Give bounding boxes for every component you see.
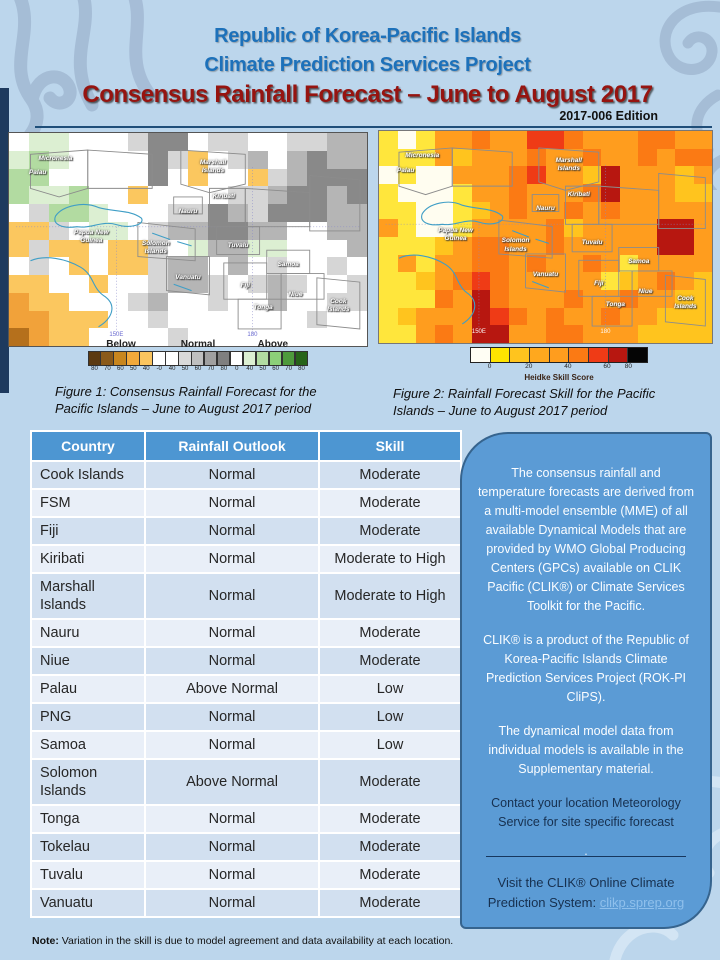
edition-label: 2017-006 Edition <box>559 109 658 123</box>
table-cell: Moderate <box>320 760 460 804</box>
legend-tick: 50 <box>129 366 137 372</box>
map-label: Fiji <box>594 279 604 287</box>
longitude-label: 180 <box>247 332 258 339</box>
map-label: Niue <box>638 288 653 296</box>
legend-swatch <box>204 351 217 366</box>
legend-swatch <box>628 348 647 362</box>
legend-swatch <box>510 348 530 362</box>
table-row <box>32 546 460 572</box>
longitude-label: 180 <box>600 329 611 336</box>
map-label: Vanuatu <box>532 271 559 279</box>
note-text: Variation in the skill is due to model agreement and data availability at each location. <box>58 935 454 947</box>
map-label: Papua New Guinea <box>438 226 473 242</box>
table-row <box>32 490 460 516</box>
table-cell: Cook Islands <box>32 462 144 488</box>
map-label: Fiji <box>240 282 250 290</box>
country-forecast-table <box>30 430 462 918</box>
table-cell: Samoa <box>32 732 144 758</box>
map-label: Palau <box>28 169 47 177</box>
table-cell: Normal <box>146 648 318 674</box>
table-cell: FSM <box>32 490 144 516</box>
figure-2-legend <box>470 347 648 382</box>
header-rule <box>35 126 712 128</box>
table-cell: Normal <box>146 834 318 860</box>
legend-swatch <box>589 348 609 362</box>
legend-swatch <box>126 351 139 366</box>
longitude-label: 150E <box>109 332 124 339</box>
table-cell: Moderate <box>320 890 460 916</box>
table-cell: Low <box>320 732 460 758</box>
clik-link[interactable]: clikp.sprep.org <box>599 895 685 910</box>
table-row <box>32 760 460 804</box>
legend-swatch <box>88 351 101 366</box>
table-cell: Moderate to High <box>320 574 460 618</box>
table-cell: Vanuatu <box>32 890 144 916</box>
legend-tick: 20 <box>525 363 533 370</box>
legend-swatch <box>491 348 511 362</box>
table-cell: Normal <box>146 546 318 572</box>
longitude-label: 150E <box>471 329 486 336</box>
table-note <box>32 935 453 947</box>
table-cell: Nauru <box>32 620 144 646</box>
figure-1-map-overlay <box>9 133 367 346</box>
map-label: Kiribati <box>212 192 235 200</box>
table-cell: Normal <box>146 462 318 488</box>
table-row <box>32 574 460 618</box>
legend-swatch <box>100 351 113 366</box>
table-cell: Normal <box>146 862 318 888</box>
info-paragraph: The dynamical model data from individual models is available in the Supplementary material. <box>488 724 684 776</box>
legend-tick: 40 <box>246 366 254 372</box>
legend-category-label: Above <box>257 339 289 350</box>
legend-swatch <box>217 351 230 366</box>
legend-swatch <box>609 348 629 362</box>
map-label: Tuvalu <box>227 241 249 249</box>
legend-tick: 0 <box>235 366 239 372</box>
figure-2-legend-title: Heidke Skill Score <box>524 373 594 382</box>
table-row <box>32 862 460 888</box>
table-cell: PNG <box>32 704 144 730</box>
legend-swatch <box>282 351 295 366</box>
figure-1-legend-categories <box>88 339 308 350</box>
legend-tick: 0 <box>487 363 492 370</box>
legend-swatch <box>230 351 243 366</box>
map-label: Solomon Islands <box>501 237 530 253</box>
map-label: Tonga <box>253 303 273 311</box>
map-label: Marshall Islands <box>199 158 227 175</box>
table-cell: Moderate <box>320 490 460 516</box>
table-cell: Normal <box>146 518 318 544</box>
table-header-rainfall-outlook: Rainfall Outlook <box>146 432 318 460</box>
table-cell: Moderate <box>320 806 460 832</box>
legend-tick: 80 <box>624 363 633 370</box>
legend-swatch <box>295 351 308 366</box>
legend-tick: 50 <box>259 366 267 372</box>
table-cell: Normal <box>146 806 318 832</box>
legend-tick: 40 <box>564 363 572 370</box>
table-cell: Normal <box>146 490 318 516</box>
figure-2-legend-colorbar <box>470 347 648 363</box>
legend-tick: 50 <box>181 366 189 372</box>
figure-1-caption: Figure 1: Consensus Rainfall Forecast for the Pacific Islands – June to August 2017 period <box>55 384 317 416</box>
table-cell: Tokelau <box>32 834 144 860</box>
title-line-3: Consensus Rainfall Forecast – June to August 2017 <box>82 81 653 108</box>
legend-swatch <box>269 351 282 366</box>
table-cell: Moderate <box>320 648 460 674</box>
table-cell: Moderate <box>320 620 460 646</box>
legend-swatch <box>178 351 191 366</box>
legend-swatch <box>152 351 165 366</box>
legend-swatch <box>191 351 204 366</box>
legend-tick: 40 <box>168 366 176 372</box>
table-cell: Tuvalu <box>32 862 144 888</box>
map-label: Niue <box>288 290 303 298</box>
table-cell: Low <box>320 704 460 730</box>
map-label: Palau <box>396 167 415 175</box>
map-label: Micronesia <box>405 152 440 160</box>
visit-prefix: Visit the CLIK® Online Climate Prediction System: <box>487 875 675 910</box>
table-cell: Normal <box>146 890 318 916</box>
legend-swatch <box>113 351 126 366</box>
title-line-2: Climate Prediction Services Project <box>204 54 531 76</box>
map-label: Kiribati <box>567 190 590 198</box>
table-cell: Normal <box>146 620 318 646</box>
legend-swatch <box>165 351 178 366</box>
map-label: Tonga <box>605 300 626 308</box>
table-cell: Kiribati <box>32 546 144 572</box>
table-row <box>32 676 460 702</box>
map-label: Cook Islands <box>674 294 697 310</box>
legend-swatch <box>139 351 152 366</box>
map-label: Samoa <box>277 260 299 268</box>
map-label: Papua New Guinea <box>73 229 109 245</box>
info-paragraph: CLIK® is a product of the Republic of Korea-Pacific Islands Climate Prediction Services Project (ROK-PI CliPS). <box>483 633 689 704</box>
info-paragraph: Contact your location Meteorology Service for site specific forecast <box>491 796 681 829</box>
table-row <box>32 518 460 544</box>
map-label: Micronesia <box>38 154 73 162</box>
figure-2-map-overlay <box>379 131 712 343</box>
legend-swatch <box>569 348 589 362</box>
note-label: Note: <box>32 935 59 947</box>
table-cell: Tonga <box>32 806 144 832</box>
legend-swatch <box>471 348 491 362</box>
table-header-row <box>32 432 460 460</box>
figure-1-forecast-map <box>8 132 368 347</box>
table-cell: Niue <box>32 648 144 674</box>
table-cell: Normal <box>146 574 318 618</box>
legend-swatch <box>243 351 256 366</box>
legend-swatch <box>550 348 570 362</box>
table-row <box>32 620 460 646</box>
table-cell: Moderate <box>320 462 460 488</box>
map-label: Vanuatu <box>175 273 201 281</box>
legend-tick: 80 <box>91 366 98 372</box>
title-line-1: Republic of Korea-Pacific Islands <box>214 25 521 47</box>
figure-1-legend <box>88 339 308 374</box>
legend-category-label: Below <box>106 339 136 350</box>
legend-tick: 60 <box>603 363 611 370</box>
legend-tick: 70 <box>207 366 215 372</box>
map-label: Tuvalu <box>581 239 603 247</box>
info-box-dot: . <box>584 844 588 858</box>
table-cell: Moderate <box>320 834 460 860</box>
legend-tick: 60 <box>272 366 279 372</box>
table-row <box>32 732 460 758</box>
legend-tick: 80 <box>298 366 305 372</box>
legend-tick: 60 <box>194 366 202 372</box>
table-cell: Fiji <box>32 518 144 544</box>
table-header-skill: Skill <box>320 432 460 460</box>
figure-1-legend-ticks <box>88 366 308 374</box>
visit-line <box>477 873 695 913</box>
legend-category-label: Normal <box>180 339 216 350</box>
legend-swatch <box>530 348 550 362</box>
map-label: Nauru <box>536 205 555 213</box>
table-row <box>32 806 460 832</box>
legend-tick: 60 <box>117 366 124 372</box>
table-cell: Normal <box>146 732 318 758</box>
table-row <box>32 648 460 674</box>
map-label: Solomon Islands <box>141 239 170 256</box>
figure-1-legend-colorbar <box>88 351 308 366</box>
info-paragraph: The consensus rainfall and temperature forecasts are derived from a multi-model ensemble (MME) of all available Dynamical Models that are provided by WMO Global Producing Centers (GPCs) available on CLIK Pacific (CLIK®) or Climate Services Toolkit for the Pacific. <box>477 466 695 613</box>
map-label: Samoa <box>628 258 650 266</box>
map-label: Nauru <box>178 207 198 215</box>
header <box>35 22 700 110</box>
table-cell: Above Normal <box>146 676 318 702</box>
legend-tick: -0 <box>156 366 162 372</box>
map-label: Marshall Islands <box>555 156 582 172</box>
table-row <box>32 462 460 488</box>
table-row <box>32 834 460 860</box>
table-cell: Low <box>320 676 460 702</box>
table-cell: Moderate <box>320 518 460 544</box>
legend-tick: 40 <box>142 366 150 372</box>
table-cell: Marshall Islands <box>32 574 144 618</box>
table-cell: Solomon Islands <box>32 760 144 804</box>
info-box <box>460 432 712 929</box>
table-header-country: Country <box>32 432 144 460</box>
legend-tick: 70 <box>285 366 292 372</box>
legend-swatch <box>256 351 269 366</box>
table-cell: Above Normal <box>146 760 318 804</box>
legend-tick: 70 <box>104 366 111 372</box>
table-row <box>32 890 460 916</box>
figure-2-legend-ticks <box>470 363 648 372</box>
table-cell: Moderate to High <box>320 546 460 572</box>
table-cell: Moderate <box>320 862 460 888</box>
map-label: Cook Islands <box>327 297 350 313</box>
table-cell: Palau <box>32 676 144 702</box>
table-cell: Normal <box>146 704 318 730</box>
figure-2-caption: Figure 2: Rainfall Forecast Skill for the Pacific Islands – June to August 2017 period <box>393 386 656 418</box>
table-row <box>32 704 460 730</box>
figure-2-skill-map <box>378 130 713 344</box>
legend-tick: 80 <box>220 366 228 372</box>
